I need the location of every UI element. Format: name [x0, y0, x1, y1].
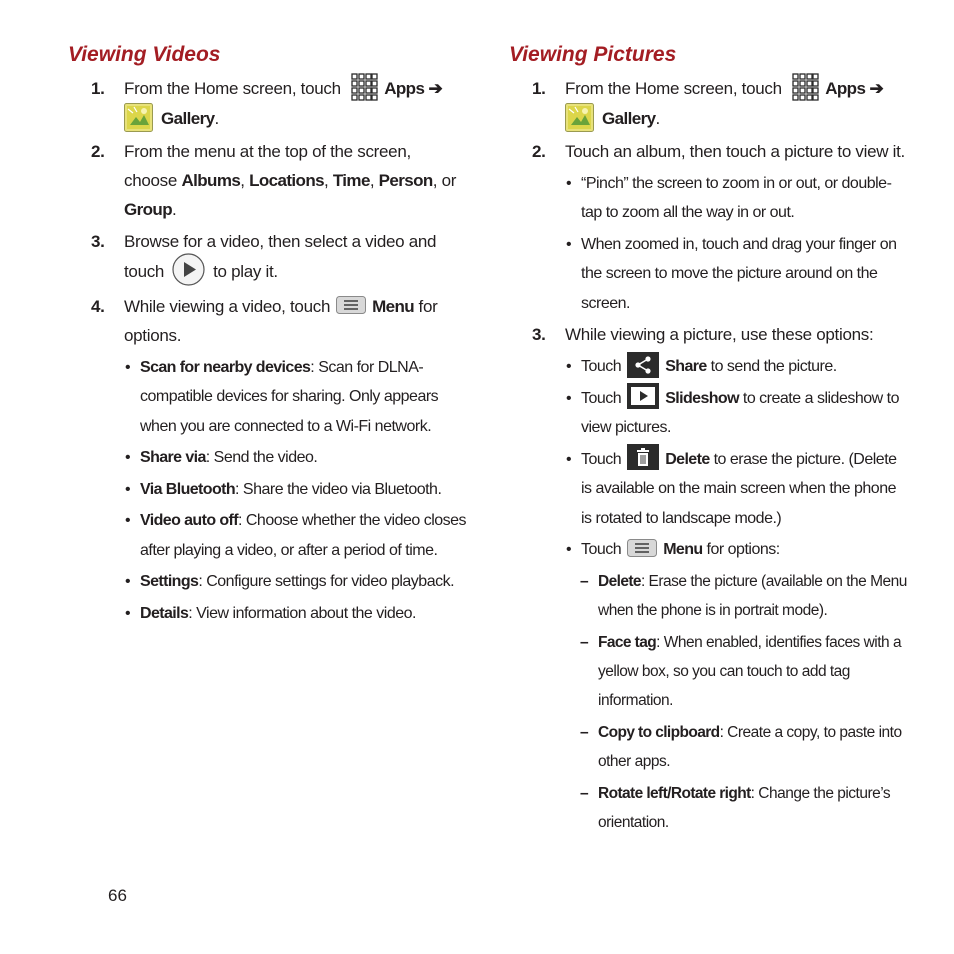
list-item: • Touch Slideshow to create a slideshow to view pictures.: [509, 384, 909, 443]
step-4: 4. While viewing a video, touch Menu for options.: [91, 296, 438, 345]
step-1: 1. From the Home screen, touch Apps ➔ Gallery.: [509, 74, 909, 134]
share-icon: [627, 352, 659, 378]
list-item: • When zoomed in, touch and drag your finger on the screen to move the picture around on the screen.: [566, 235, 897, 312]
gallery-icon: [565, 103, 594, 132]
list-item: – Rotate left/Rotate right: Change the picture’s orientation.: [580, 784, 891, 831]
list-item: – Delete: Erase the picture (available on the Menu when the phone is in portrait mode).: [580, 572, 907, 619]
list-item: • Scan for nearby devices: Scan for DLNA-compatible devices for sharing. Only appears when you are connected to a Wi-Fi network.: [125, 358, 439, 435]
list-item: • Touch Delete to erase the picture. (Delete is available on the main screen when the phone is rotated to landscape mode.): [509, 445, 909, 534]
list-item: – Face tag: When enabled, identifies faces with a yellow box, so you can touch to add tag information.: [580, 633, 902, 709]
list-item: • “Pinch” the screen to zoom in or out, or double-tap to zoom all the way in or out.: [566, 174, 892, 222]
menu-icon: [336, 296, 366, 314]
list-item: • Details: View information about the video.: [125, 604, 416, 622]
list-item: • Via Bluetooth: Share the video via Bluetooth.: [125, 480, 442, 498]
step-2: 2. Touch an album, then touch a picture to view it.: [532, 141, 905, 161]
apps-grid-icon: [351, 73, 378, 101]
slideshow-icon: [627, 383, 659, 409]
list-item: – Copy to clipboard: Create a copy, to paste into other apps.: [580, 723, 902, 770]
step-3: 3. While viewing a picture, use these options:: [532, 325, 874, 345]
trash-icon: [627, 444, 659, 470]
column-viewing-pictures: [509, 40, 909, 840]
list-item: • Touch Share to send the picture.: [509, 352, 909, 382]
step-1: 1. From the Home screen, touch Apps ➔ Gallery.: [68, 74, 468, 134]
apps-grid-icon: [792, 73, 819, 101]
list-item: • Video auto off: Choose whether the video closes after playing a video, or after a period of time.: [125, 512, 467, 559]
list-item: • Settings: Configure settings for video playback.: [125, 573, 455, 591]
section-heading: Viewing Pictures: [509, 43, 677, 66]
step-2: 2. From the menu at the top of the screen, choose Albums, Locations, Time, Person, or Group.: [91, 141, 457, 219]
menu-icon: [627, 539, 657, 557]
section-heading: Viewing Videos: [68, 43, 221, 66]
list-item: • Share via: Send the video.: [125, 449, 318, 467]
list-item: • Touch Menu for options:: [509, 535, 909, 565]
page-number: 66: [108, 886, 127, 905]
play-icon: [172, 253, 205, 286]
column-viewing-videos: [68, 40, 468, 630]
step-3: 3. Browse for a video, then select a video and touch to play it.: [68, 227, 468, 289]
gallery-icon: [124, 103, 153, 132]
